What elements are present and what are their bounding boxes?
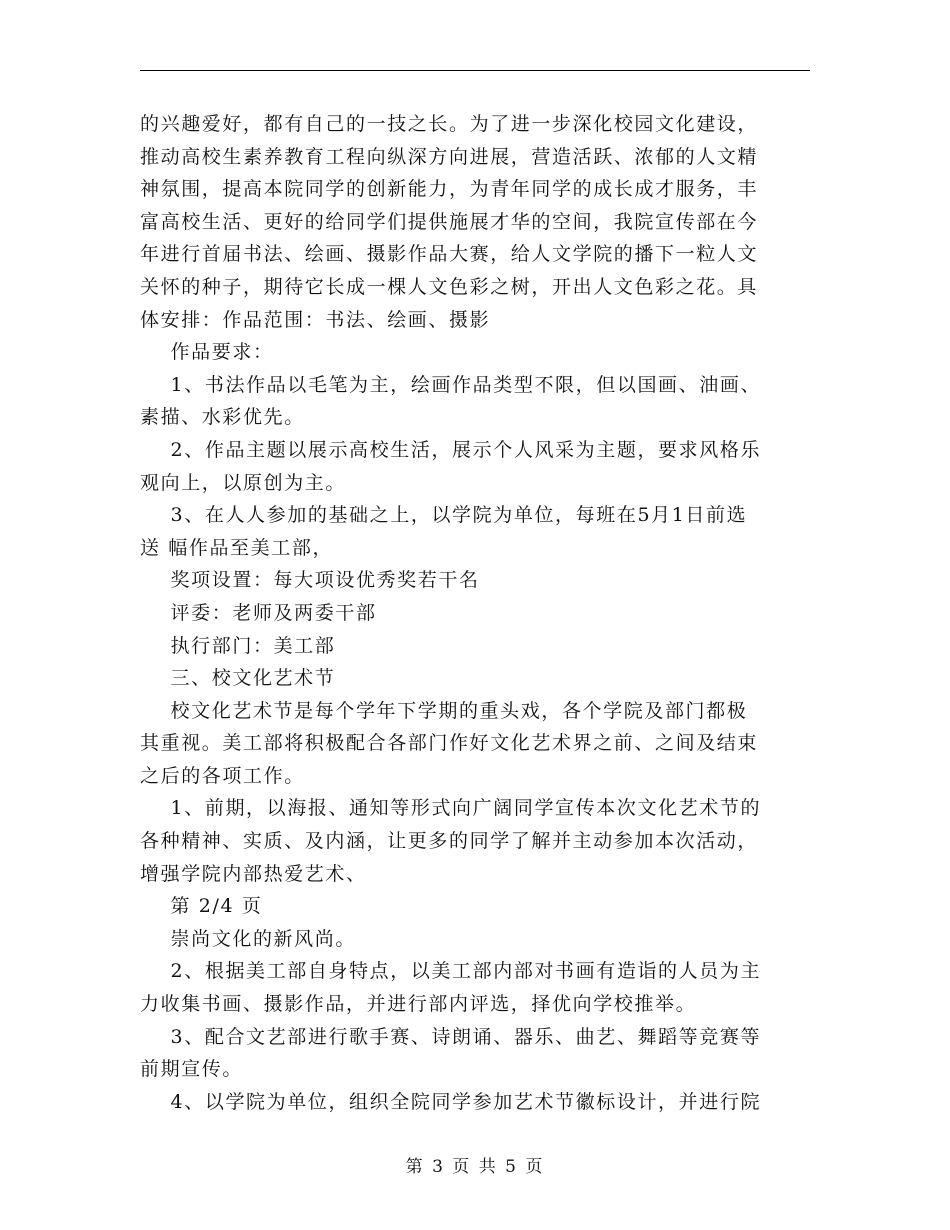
- document-body: [140, 108, 812, 1118]
- text-line: 关怀的种子，期待它长成一棵人文色彩之树，开出人文色彩之花。具: [140, 275, 759, 298]
- text-line: 奖项设置：每大项设优秀奖若干名: [140, 569, 480, 592]
- text-line: 3、在人人参加的基础之上，以学院为单位，每班在5月1日前选: [140, 504, 748, 527]
- text-line: 前期宣传。: [140, 1058, 244, 1081]
- text-line: 4、以学院为单位，组织全院同学参加艺术节徽标设计，并进行院: [140, 1090, 762, 1113]
- text-line: 1、前期，以海报、通知等形式向广阔同学宣传本次文化艺术节的: [140, 797, 762, 820]
- text-line: 推动高校生素养教育工程向纵深方向进展，营造活跃、浓郁的人文精: [140, 145, 759, 168]
- text-line: 的兴趣爱好，都有自己的一技之长。为了进一步深化校园文化建设，: [140, 113, 759, 135]
- text-line: 崇尚文化的新风尚。: [140, 927, 356, 950]
- text-line: 1、书法作品以毛笔为主，绘画作品类型不限，但以国画、油画、: [140, 373, 762, 396]
- text-line: 送 幅作品至美工部，: [140, 536, 334, 559]
- text-line: 观向上，以原创为主。: [140, 471, 347, 494]
- text-line: 之后的各项工作。: [140, 764, 305, 787]
- text-line: 增强学院内部热爱艺术、: [140, 862, 367, 885]
- text-line: 校文化艺术节是每个学年下学期的重头戏，各个学院及部门都极: [140, 699, 748, 722]
- inline-page-marker: 第 2/4 页: [140, 895, 263, 918]
- text-line: 评委：老师及两委干部: [140, 601, 377, 624]
- text-line: 年进行首届书法、绘画、摄影作品大赛，给人文学院的播下一粒人文: [140, 243, 759, 266]
- header-rule: [140, 70, 810, 71]
- text-line: 各种精神、实质、及内涵，让更多的同学了解并主动参加本次活动，: [140, 830, 759, 853]
- text-line: 2、根据美工部自身特点，以美工部内部对书画有造诣的人员为主: [140, 960, 762, 983]
- section-heading: 三、校文化艺术节: [140, 667, 336, 690]
- text-line: 其重视。美工部将积极配合各部门作好文化艺术界之前、之间及结束: [140, 732, 759, 755]
- text-line: 3、配合文艺部进行歌手赛、诗朗诵、器乐、曲艺、舞蹈等竞赛等: [140, 1025, 762, 1048]
- text-line: 素描、水彩优先。: [140, 406, 305, 429]
- text-line: 力收集书画、摄影作品，并进行部内评选，择优向学校推举。: [140, 993, 697, 1016]
- text-line: 执行部门：美工部: [140, 634, 336, 657]
- text-line: 神氛围，提高本院同学的创新能力，为青年同学的成长成才服务，丰: [140, 178, 759, 201]
- text-line: 体安排：作品范围：书法、绘画、摄影: [140, 308, 491, 331]
- page-footer: 第 3 页 共 5 页: [405, 1157, 545, 1177]
- text-line: 富高校生活、更好的给同学们提供施展才华的空间，我院宣传部在今: [140, 210, 759, 233]
- text-line: 作品要求：: [140, 341, 274, 364]
- text-line: 2、作品主题以展示高校生活，展示个人风采为主题，要求风格乐: [140, 438, 762, 461]
